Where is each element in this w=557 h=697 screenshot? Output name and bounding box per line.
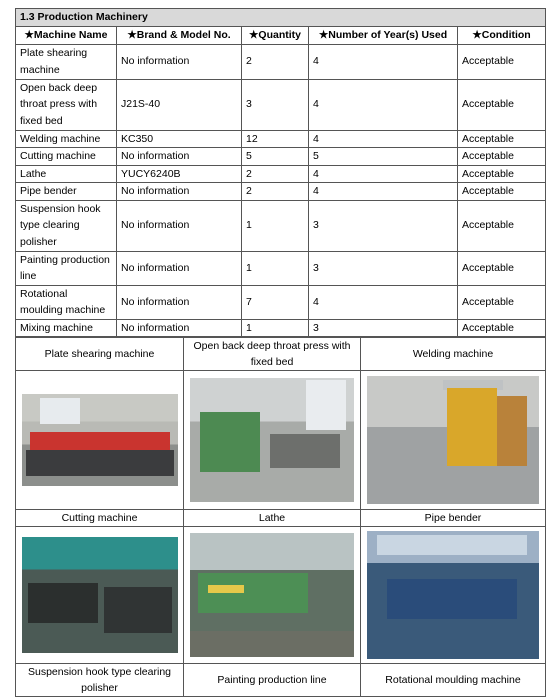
photo-caption: Plate shearing machine (16, 338, 184, 371)
photo-cell (361, 371, 546, 510)
cell-brand-model: YUCY6240B (117, 165, 242, 183)
plate-shearing-machine-photo (22, 394, 178, 486)
caption-row (16, 510, 546, 527)
cell-condition: Acceptable (458, 183, 546, 201)
cell-brand-model: No information (117, 319, 242, 337)
cell-machine-name: Pipe bender (16, 183, 117, 201)
cell-brand-model: No information (117, 200, 242, 251)
photo-row (16, 371, 546, 510)
cell-years-used: 4 (309, 165, 458, 183)
cell-years-used: 4 (309, 44, 458, 79)
welding-machine-photo (367, 376, 539, 504)
cell-quantity: 1 (242, 319, 309, 337)
cell-condition: Acceptable (458, 319, 546, 337)
cell-condition: Acceptable (458, 285, 546, 319)
cell-quantity: 1 (242, 251, 309, 285)
cell-quantity: 7 (242, 285, 309, 319)
cell-machine-name: Open back deep throat press with fixed bed (16, 79, 117, 130)
machinery-photo-grid (15, 337, 546, 697)
cell-quantity: 3 (242, 79, 309, 130)
cell-condition: Acceptable (458, 79, 546, 130)
cell-years-used: 5 (309, 148, 458, 166)
cell-brand-model: No information (117, 44, 242, 79)
photo-row (16, 527, 546, 664)
table-row (16, 251, 546, 285)
pipe-bender-photo (367, 531, 539, 659)
table-row (16, 200, 546, 251)
machinery-table (15, 8, 546, 337)
cell-quantity: 2 (242, 44, 309, 79)
table-row (16, 183, 546, 201)
cell-condition: Acceptable (458, 251, 546, 285)
cell-machine-name: Plate shearing machine (16, 44, 117, 79)
table-row (16, 148, 546, 166)
cell-quantity: 5 (242, 148, 309, 166)
photo-caption: Cutting machine (16, 510, 184, 527)
cell-quantity: 2 (242, 183, 309, 201)
photo-cell (361, 527, 546, 664)
table-header-row (16, 26, 546, 44)
cell-years-used: 3 (309, 251, 458, 285)
cell-years-used: 4 (309, 285, 458, 319)
photo-cell (16, 371, 184, 510)
cell-years-used: 4 (309, 130, 458, 148)
section-title: 1.3 Production Machinery (16, 9, 546, 27)
header-machine-name: ★Machine Name (16, 26, 117, 44)
cell-condition: Acceptable (458, 165, 546, 183)
cell-condition: Acceptable (458, 200, 546, 251)
cell-machine-name: Rotational moulding machine (16, 285, 117, 319)
cell-years-used: 3 (309, 319, 458, 337)
header-quantity: ★Quantity (242, 26, 309, 44)
cell-machine-name: Painting production line (16, 251, 117, 285)
header-condition: ★Condition (458, 26, 546, 44)
photo-caption: Lathe (184, 510, 361, 527)
cell-quantity: 2 (242, 165, 309, 183)
table-row (16, 285, 546, 319)
cell-machine-name: Suspension hook type clearing polisher (16, 200, 117, 251)
cell-brand-model: No information (117, 183, 242, 201)
cell-brand-model: J21S-40 (117, 79, 242, 130)
cell-condition: Acceptable (458, 44, 546, 79)
cell-machine-name: Cutting machine (16, 148, 117, 166)
table-row (16, 44, 546, 79)
photo-caption: Pipe bender (361, 510, 546, 527)
cutting-machine-photo (22, 537, 178, 653)
photo-caption: Open back deep throat press with fixed bed (184, 338, 361, 371)
cell-brand-model: KC350 (117, 130, 242, 148)
header-brand-model: ★Brand & Model No. (117, 26, 242, 44)
production-machinery-section (15, 8, 545, 697)
cell-years-used: 4 (309, 183, 458, 201)
cell-machine-name: Welding machine (16, 130, 117, 148)
table-row (16, 165, 546, 183)
section-title-row (16, 9, 546, 27)
photo-cell (184, 527, 361, 664)
cell-condition: Acceptable (458, 148, 546, 166)
press-machine-photo (190, 378, 354, 502)
cell-condition: Acceptable (458, 130, 546, 148)
cell-years-used: 3 (309, 200, 458, 251)
cell-quantity: 12 (242, 130, 309, 148)
photo-caption: Painting production line (184, 664, 361, 697)
cell-quantity: 1 (242, 200, 309, 251)
photo-caption: Rotational moulding machine (361, 664, 546, 697)
table-row (16, 79, 546, 130)
cell-machine-name: Mixing machine (16, 319, 117, 337)
caption-row (16, 664, 546, 697)
table-row (16, 130, 546, 148)
cell-brand-model: No information (117, 251, 242, 285)
lathe-photo (190, 533, 354, 657)
cell-years-used: 4 (309, 79, 458, 130)
cell-brand-model: No information (117, 148, 242, 166)
table-row (16, 319, 546, 337)
cell-brand-model: No information (117, 285, 242, 319)
photo-caption: Welding machine (361, 338, 546, 371)
header-years-used: ★Number of Year(s) Used (309, 26, 458, 44)
caption-row (16, 338, 546, 371)
cell-machine-name: Lathe (16, 165, 117, 183)
photo-cell (16, 527, 184, 664)
photo-cell (184, 371, 361, 510)
photo-caption: Suspension hook type clearing polisher (16, 664, 184, 697)
